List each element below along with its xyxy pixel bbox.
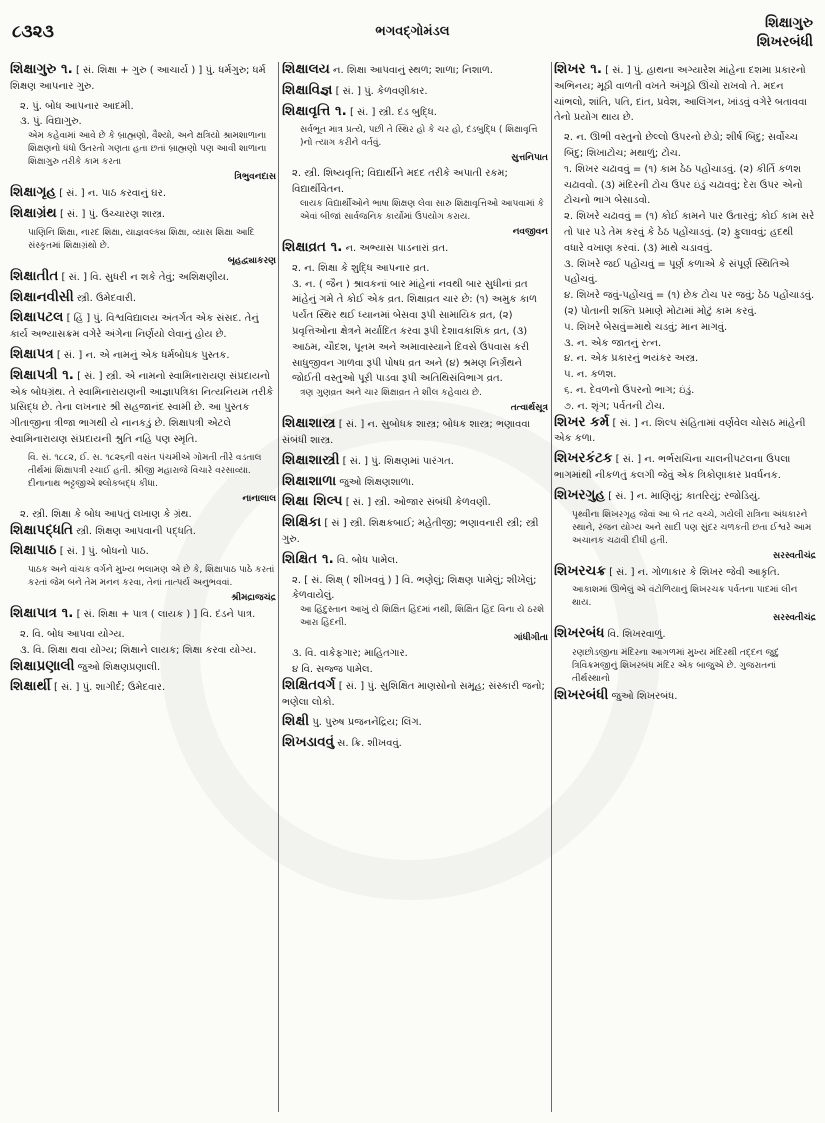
dictionary-entry xyxy=(282,83,548,100)
citation-quote: રણછોડજીના મંદિરના આગળમાં મુખ્ય મંદિરથી તદ્દન જુદું ત્રિવિક્રમજીનું શિખરબંધ મંદિર એક બાજુએ છે. ગુજરાતનાં તીર્થસ્થાનો xyxy=(572,648,779,685)
definition: સ્ત્રી. ઉમેદવારી. xyxy=(76,292,137,304)
definition: [ સં. ] પું. હાથના અગ્યારેશ માંહેના દશમા પ્રકારનો અભિનય; મૂઠી વાળતી વખતે અંગૂઠો ઊંચો રાખવો તે. મદન ચાંભલો, શાંતિ, પતિ, દાંત, પ્રવેશ, આલિંગન, ખાંડવું વગેરે બતાવવા તેનો પ્રયોગ થાય છે. xyxy=(554,65,807,124)
sense-definition: ૩. વિ. શિક્ષા થવા યોગ્ય; શિક્ષાને લાયક; શિક્ષા કરવા યોગ્ય. xyxy=(20,644,257,656)
definition: પુ. પુરુષ પ્રજનનેંદ્રિય; લિંગ. xyxy=(312,717,422,729)
definition: [ સં. ] ન. શિલ્પ સંહિતામાં વર્ણવેલ ચોસઠ માંહેની એક કળા. xyxy=(554,417,806,445)
definition: [ સં. ] સ્ત્રી. ઓજાર સંબંધી કેળવણી. xyxy=(345,497,491,509)
dictionary-entry xyxy=(282,416,548,449)
dictionary-entry xyxy=(10,543,276,560)
dictionary-entry xyxy=(282,678,548,711)
definition: ન. શિક્ષા આપવાનું સ્થળ; શાળા; નિશાળ. xyxy=(333,65,493,76)
sense-definition: ૩. વિ. વાકેફગાર; માહિતગાર. xyxy=(292,648,408,660)
citation-quote: આ હિંદુસ્તાન આખું યે શિક્ષિત હિંદમાં નથી, શિક્ષિત હિંદ વિના યે ઠરશે આરા હિંદની. xyxy=(300,605,545,629)
page-header xyxy=(0,0,825,60)
definition: સ. ક્રિ. શીખવવું. xyxy=(337,738,402,750)
dictionary-entry xyxy=(554,688,816,705)
citation-source: નવજીવન xyxy=(512,226,548,237)
citation-source: નાનાલાલ xyxy=(242,493,276,504)
sense-definition: ૨. સ્ત્રી. શિષ્યવૃત્તિ; વિદ્યાર્થીને મદદ તરીકે અપાતી રકમ; વિદ્યાર્થીવેતન. xyxy=(292,168,508,196)
dictionary-entry xyxy=(282,240,548,257)
definition: જુઓ શિક્ષણપ્રણાલી. xyxy=(77,661,161,673)
definition: [ સં. ] ન. પાઠ કરવાનું ઘર. xyxy=(59,188,166,200)
column-2 xyxy=(282,62,548,1112)
definition: [ સં. ] પું. બોધનો પાઠ. xyxy=(59,546,149,558)
book-title: ભગવદ્ગોમંડલ xyxy=(375,24,450,39)
dictionary-entry xyxy=(10,659,276,676)
definition: [ સં. ] પું. શિક્ષણમાં પારંગત. xyxy=(342,455,454,467)
column-1 xyxy=(10,62,276,1112)
dictionary-entry xyxy=(10,62,276,95)
definition: [ સં. ] ન. સુબોધક શાસ્ત્ર; બોધક શાસ્ત્ર; ભણાવવા સંબંધી શાસ્ત્ર. xyxy=(282,419,531,446)
headword: શિક્ષાશાસ્ત્ર xyxy=(282,415,336,432)
dictionary-entry xyxy=(554,626,816,643)
dictionary-entry xyxy=(282,494,548,511)
sense-definition: ૩. ન. ( જૈન ) શ્રાવકનાં બાર માંહેનાં નવથી બાર સુધીનાં વ્રત માંહેનું ગમે તે કોઈ એક વ્રત. શિક્ષાવ્રત ચાર છે: (૧) અમુક કાળ પર્યંત સ્થિર થઈ ધ્યાનમાં બેસવા રૂપી સામાયિક વ્રત, (૨) પ્રવૃત્તિઓના ક્ષેત્રને મર્યાદિત કરવા રૂપી દેશાવકાશિક વ્રત, (૩) આઠમ, ચૌદશ, પૂનમ અને અમાવાસ્યાને દિવસે ઉપવાસ કરી સાધુજીવન ગાળવા રૂપી પોષધ વ્રત અને (૪) શ્રમણ નિર્ગ્રંથને જોઈતી વસ્તુઓ પૂરી પાડવા રૂપી અતિથિસંવિભાગ વ્રત. xyxy=(292,278,537,385)
definition: [ સં. ] ન. માણિયું; કાતરિયું; રજોડિયું. xyxy=(608,490,761,502)
citation-source: સરસ્વતીચંદ્ર xyxy=(772,550,816,561)
headword: શિક્ષાર્થી xyxy=(10,678,51,695)
headword: શિખરચક્ર xyxy=(554,562,606,579)
dictionary-entry xyxy=(282,453,548,470)
definition: ન. અભ્યાસ પાડનારાં વ્રત. xyxy=(345,242,449,254)
citation-source: સરસ્વતીચંદ્ર xyxy=(772,613,816,624)
dictionary-entry xyxy=(282,714,548,731)
definition: [ સં. ] પું. કેળવણીકાર. xyxy=(335,85,428,97)
headword: શિક્ષિત ૧. xyxy=(282,550,334,567)
headword: શિક્ષાપદ્ધતિ xyxy=(10,521,73,538)
definition: [ સં. ] સ્ત્રી. એ નામનો સ્વામિનારાયણ સંપ્રદાયનો એક બોધગ્રંથ. તે સ્વામિનારાયણની આજ્ઞાપત્રિકા નિત્યનિયમ તરીકે પ્રસિદ્ધ છે. તેના લખનાર શ્રી સહજાનંદ સ્વામી છે. આ પુસ્તક ગીતાજીના ત્રીજા ભાગથી યે નાનકડું છે. શિક્ષાપત્રી એટલે સ્વામિનારાયણ સંપ્રદાયની શ્રુતિ નહિ પણ સ્મૃતિ. xyxy=(10,370,274,445)
sense-definition: ૨. વિ. બોધ આપવા યોગ્ય. xyxy=(20,628,125,640)
definition: જુઓ શિખરબંધ. xyxy=(611,691,678,703)
headword: શિખરકંટક xyxy=(554,450,613,467)
guide-word-last: શિખરબંધી xyxy=(756,34,813,50)
sense-definition: ૭. ન. શૃંગ; પર્વતની ટોચ. xyxy=(564,400,666,412)
citation-quote: સર્વભૂત માત્ર પ્રત્યે, પછી તે સ્થિર હો કે ચર હો, દંડબુદ્ધિ ( શિક્ષાવૃત્તિ )નો ત્યાગ કરીને વર્તવું. xyxy=(300,125,538,149)
dictionary-entry xyxy=(554,62,816,126)
sense-definition: ૨. શિખરે ચઢાવવું = (૧) કોઈ કામને પાર ઉતારવું; કોઈ કામ સરે તો પાર પડે તેમ કરવું કે ઠેઠ પહોંચાડવું. (૨) ફુલાવવું; હદથી વધારે વખાણ કરવાં. (૩) માથે ચડાવવું. xyxy=(564,211,815,254)
headword: શિક્ષાગ્રંથ xyxy=(10,204,57,221)
citation-source: શ્રીમદ્રાજચંદ્ર xyxy=(231,593,276,604)
headword: શિક્ષિતવર્ગ xyxy=(282,676,336,693)
dictionary-entry xyxy=(10,269,276,286)
definition: [ સં. ] પું. સુશિક્ષિત માણસોનો સમૂહ; સંસ્કારી જનો; ભણેલા લોકો. xyxy=(282,680,545,708)
headword: શિખરગુહ xyxy=(554,486,605,503)
sense-definition: ૨. [ સં. શિક્ષ્ ( શીખવવું ) ] વિ. ભણેલું; શિક્ષણ પામેલું; શીખેલું; કેળવાયેલું. xyxy=(292,574,537,602)
definition: સ્ત્રી. શિક્ષણ આપવાની પદ્ધતિ. xyxy=(76,525,196,537)
sense-definition: ૧. શિખર ચઢાવવું = (૧) કામ ઠેઠ પહોંચાડવું. (૨) કીર્તિ કળશ ચઢાવવો. (૩) મંદિરની ટોચ ઉપર ઇંડું ચઢાવવું; દેરા ઉપર એનો ટોચનો ભાગ બેસાડવો. xyxy=(564,163,803,207)
citation-quote: પાઠક અને વાંચક વર્ગને મુખ્ય ભલામણ એ છે કે, શિક્ષાપાઠ પાઠે કરતાં કરતાં જેમ બને તેમ મનન કરવા, તેનાં તાત્પર્ય અનુભવવાં. xyxy=(28,565,275,589)
citation-quote: પૃથ્વીના શિખરગૃહ જેવાં આ બે તટ વચ્ચે, ગયેલી રાત્રિના અંધકારને સ્થાને, રંજન યોગ્ય અને સાદી પણ સુંદર ચળકતી છતા ઈશ્વરે આમ અચાનક ચઢાવી દીધી હતી. xyxy=(572,509,812,546)
definition: [ સં. શિક્ષા + પાત્ર ( લાયક ) ] વિ. દંડને પાત્ર. xyxy=(76,609,256,621)
definition: વિ. બોધ પામેલ. xyxy=(336,554,399,566)
sense-definition: ૩. ન. એક જાતનું રત્ન. xyxy=(564,337,662,349)
citation-source: ત્રિભુવનદાસ xyxy=(234,172,276,183)
dictionary-entry xyxy=(10,347,276,364)
headword: શિક્ષાવિજ્ઞ xyxy=(282,81,333,98)
dictionary-entry xyxy=(10,290,276,307)
headword: શિક્ષાશાસ્ત્રી xyxy=(282,451,340,468)
guide-word-first: શિક્ષાગુરુ xyxy=(764,15,813,31)
headword: શિક્ષાપત્રી ૧. xyxy=(10,366,74,383)
headword: શિક્ષાવૃત્તિ ૧. xyxy=(282,102,347,119)
sense-definition: ૫. ન. કળશ. xyxy=(564,369,617,381)
headword: શિખડાવવું xyxy=(282,734,335,751)
dictionary-entry xyxy=(10,368,276,448)
definition: [ સં. ] ન. ભર્ભરાચિના ચાલનીપટલના ઉપલા ભાગમાંથી નીકળતું કલગી જેવું એક ત્રિકોણાકાર પ્રવર્ધનક. xyxy=(554,454,791,481)
definition: [ સં. ] વિ. સુધરી ન શકે તેવું; અશિક્ષણીય. xyxy=(61,271,230,283)
citation-source: તત્વાર્થસૂત્ર xyxy=(510,403,548,414)
sense-definition: ૨. ન. શિક્ષા કે શુદ્ધિ આપનાર વ્રત. xyxy=(292,262,430,274)
definition: [ સં ] સ્ત્રી. શિક્ષકબાઈ; મહેતીજી; ભણાવનારી સ્ત્રી; સ્ત્રી ગુરુ. xyxy=(282,518,539,545)
dictionary-entry xyxy=(10,679,276,696)
definition: [ સં. ] પું. ઉચ્ચારણ શાસ્ત્ર. xyxy=(59,208,166,220)
citation-source: સુત્તનિપાત xyxy=(511,153,548,164)
headword: શિખર કર્મ xyxy=(554,413,610,430)
headword: શિખર ૧. xyxy=(554,62,602,77)
citation-quote: આકાશમાં ઊભેલું એ વંટોળિયાનું શિખરચક્ર પર્વતના પાદમાં લીન થાય. xyxy=(572,585,798,609)
dictionary-entry xyxy=(282,474,548,491)
definition: [ સં. ] સ્ત્રી. દંડ બુદ્ધિ. xyxy=(349,106,437,118)
sense-definition: ૫. શિખરે બેસવું=માથે ચડવું; માન માગવું. xyxy=(564,321,728,333)
headword: શિક્ષાતીત xyxy=(10,267,59,284)
definition: [ સં. ] પું. શાગીર્દ; ઉમેદવાર. xyxy=(53,682,166,694)
headword: શિક્ષાશાળા xyxy=(282,472,337,489)
dictionary-entry xyxy=(282,735,548,752)
citation-source: બૃહદ્વ્યાકરણ xyxy=(227,255,276,266)
headword: શિક્ષાવ્રત ૧. xyxy=(282,238,343,255)
dictionary-entry xyxy=(282,552,548,569)
sense-definition: ૪. ન. એક પ્રકારનું ભયંકર અસ્ત્ર. xyxy=(564,353,699,365)
headword: શિક્ષા શિલ્પ xyxy=(282,493,343,510)
dictionary-entry xyxy=(282,515,548,548)
dictionary-entry xyxy=(10,523,276,540)
citation-quote: લાયક વિદ્યાર્થીઓને ભાષા શિક્ષણ લેવા સારુ શિક્ષાવૃત્તિઓ આપવામાં કે એવાં બીજાં સાર્વજનિક કાર્યોમાં ઉપયોગ કરાય. xyxy=(300,198,544,222)
dictionary-entry xyxy=(10,185,276,202)
citation-quote: વિ. સં. ૧૮૮૨, ઈ. સ. ૧૮૨૬ની વસંત પંચમીએ ગોમતી તીરે વડતાલ તીર્થમાં શિક્ષાપત્રી રચાઈ હતી. શ્રીજી મહારાજે વિચારે વરસાવ્યા. દીનાનાથ ભટ્ટજીએ શ્લોકબદ્ધ કીધા. xyxy=(28,452,262,489)
dictionary-entry xyxy=(554,451,816,484)
headword: શિખરબંધી xyxy=(554,687,609,704)
sense-definition: ૪. શિખરે જવું-પહોંચવું = (૧) છેક ટોચ પર જવું; ઠેઠ પહોંચાડવું. (૨) પોતાની શક્તિ પ્રમાણે મોટામાં મોટું કામ કરવું. xyxy=(564,290,815,317)
definition: [ હિં ] પું. વિશ્વવિદ્યાલય અંતર્ગત એક સંસદ. તેનું કાર્ય અભ્યાસક્રમ વગેરે અંગેના નિર્ણયો લેવાનું હોય છે. xyxy=(10,313,259,341)
column-3 xyxy=(554,62,816,1112)
dictionary-entry xyxy=(10,310,276,343)
sense-definition: ૩. શિખરે જઈ પહોંચવું = પૂર્ણ કળાએ કે સંપૂર્ણ સ્થિતિએ પહોંચવું. xyxy=(564,258,790,286)
column-divider xyxy=(551,62,552,1112)
dictionary-entry xyxy=(10,606,276,623)
sense-definition: ૩. પું. વિદ્યાગુરુ. xyxy=(20,116,82,128)
definition: [ સં. શિક્ષા + ગુરુ ( આચાર્ય ) ] પું. ધર્મગુરુ; ધર્મ શિક્ષણ આપનાર ગુરુ. xyxy=(10,65,266,92)
sense-definition: ૨. પું. બોધ આપનાર આદમી. xyxy=(20,100,134,112)
headword: શિક્ષાપાત્ર ૧. xyxy=(10,605,74,622)
headword: શિક્ષાપટલ xyxy=(10,309,64,326)
headword: શિક્ષાપ્રણાલી xyxy=(10,657,75,674)
sense-definition: ૬. ન. દેવળનો ઉપરનો ભાગ; ઇંડું. xyxy=(564,384,695,396)
dictionary-entry xyxy=(554,415,816,448)
headword: શિક્ષાપત્ર xyxy=(10,345,54,362)
sense-definition: ૨. સ્ત્રી. શિક્ષા કે બોધ આપતું લખાણ કે ગ્રંથ. xyxy=(20,508,192,520)
dictionary-entry xyxy=(554,488,816,505)
sense-definition: ૨. ન. ઊભી વસ્તુનો છેલ્લો ઉપરનો છેડો; શીર્ષ બિંદુ; સર્વોચ્ચ બિંદુ; શિખાટોચ; મથાળું; ટોચ. xyxy=(564,132,798,159)
dictionary-entry xyxy=(282,104,548,121)
headword: શિક્ષાગૃહ xyxy=(10,184,57,201)
citation-source: ગાંધીગીતા xyxy=(513,633,548,644)
dictionary-entry xyxy=(10,206,276,223)
column-divider xyxy=(278,62,279,1112)
headword: શિક્ષિકા xyxy=(282,514,322,531)
headword: શિખરબંધ xyxy=(554,625,605,642)
citation-quote: ત્રણ ગુણવ્રત અને ચાર શિક્ષાવ્રત તે શીલ કહેવાય છે. xyxy=(300,388,482,399)
headword: શિક્ષાલય xyxy=(282,62,330,77)
definition: [ સં. ] ન. એ નામનું એક ધર્મબોધક પુસ્તક. xyxy=(56,349,230,361)
headword: શિક્ષાનવીસી xyxy=(10,288,74,305)
headword: શિક્ષી xyxy=(282,713,310,730)
guide-words xyxy=(757,14,813,52)
headword: શિક્ષાગુરુ ૧. xyxy=(10,62,73,77)
page-number: ૮૩૨૩ xyxy=(12,22,54,42)
definition: [ સં. ] ન. ગોળાકાર કે શિખર જેવી આકૃતિ. xyxy=(609,566,780,578)
dictionary-entry xyxy=(554,564,816,581)
citation-quote: એમ કહેવામાં આવે છે કે બ્રાહ્મણો, વૈશ્યો, અને ક્ષત્રિયો શ્રામશાળાના શિક્ષણનો ધંધો ઉતરતો ગણતા હતા છતાં બ્રાહ્મણો પણ આવી શાળાના શિક્ષાગુરુ તરીકે કામ કરતા xyxy=(28,131,267,168)
dictionary-entry xyxy=(282,62,548,79)
sense-definition: ૪ વિ. સજ્જ પામેલ. xyxy=(292,663,373,675)
definition: જુઓ શિક્ષણશાળા. xyxy=(339,476,415,488)
definition: વિ. શિખરવાળું. xyxy=(607,629,666,641)
citation-quote: પાણિનિ શિક્ષા, નારદ શિક્ષા, યાજ્ઞવલ્ક્ય શિક્ષા, વ્યાસ શિક્ષા આદિ સંસ્કૃતમાં શિક્ષાગ્રંથો છે. xyxy=(28,227,255,251)
headword: શિક્ષાપાઠ xyxy=(10,542,57,559)
